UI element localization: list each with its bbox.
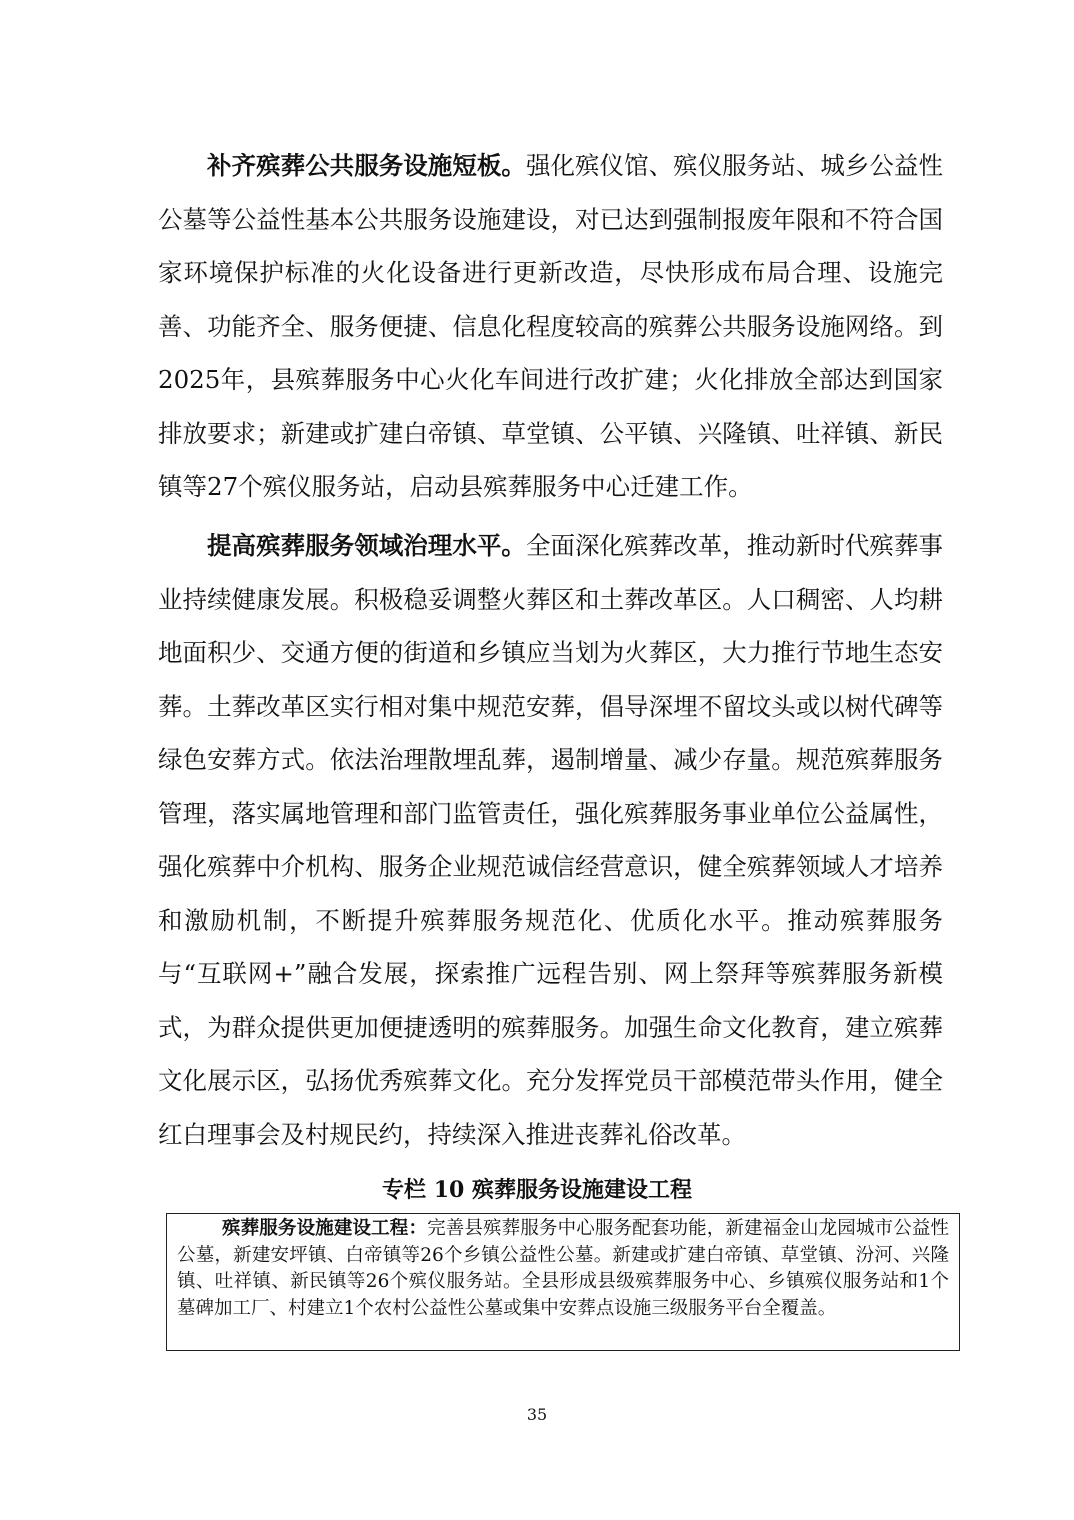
column-box-body: 完善县殡葬服务中心服务配套功能，新建福金山龙园城市公益性公墓，新建安坪镇、白帝镇等26个乡镇公益性公墓。新建或扩建白帝镇、草堂镇、汾河、兴隆镇、吐祥镇、新民镇等26个殡仪服务站。全县形成县级殡葬服务中心、乡镇殡仪服务站和1个墓碑加工厂、村建立1个农村公益性公墓或集中安葬点设施三级服务平台全覆盖。: [177, 1218, 949, 1319]
column-box-lead: 殡葬服务设施建设工程：: [222, 1218, 428, 1239]
column-box-text: [177, 1216, 949, 1322]
paragraph-body: 全面深化殡葬改革，推动新时代殡葬事业持续健康发展。积极稳妥调整火葬区和土葬改革区。人口稠密、人均耕地面积少、交通方便的街道和乡镇应当划为火葬区，大力推行节地生态安葬。土葬改革区实行相对集中规范安葬，倡导深埋不留坟头或以树代碑等绿色安葬方式。依法治理散埋乱葬，遏制增量、减少存量。规范殡葬服务管理，落实属地管理和部门监管责任，强化殡葬服务事业单位公益属性，强化殡葬中介机构、服务企业规范诚信经营意识，健全殡葬领域人才培养和激励机制，不断提升殡葬服务规范化、优质化水平。推动殡葬服务与“互联网+”融合发展，探索推广远程告别、网上祭拜等殡葬服务新模式，为群众提供更加便捷透明的殡葬服务。加强生命文化教育，建立殡葬文化展示区，弘扬优秀殡葬文化。充分发挥党员干部模范带头作用，健全红白理事会及村规民约，持续深入推进丧葬礼俗改革。: [158, 531, 944, 1149]
column-box-title: 专栏 10 殡葬服务设施建设工程: [382, 1177, 692, 1203]
paragraph-body: 强化殡仪馆、殡仪服务站、城乡公益性公墓等公益性基本公共服务设施建设，对已达到强制报废年限和不符合国家环境保护标准的火化设备进行更新改造，尽快形成布局合理、设施完善、功能齐全、服务便捷、信息化程度较高的殡葬公共服务设施网络。到2025年，县殡葬服务中心火化车间进行改扩建；火化排放全部达到国家排放要求；新建或扩建白帝镇、草堂镇、公平镇、兴隆镇、吐祥镇、新民镇等27个殡仪服务站，启动县殡葬服务中心迁建工作。: [158, 151, 944, 501]
paragraph-lead: 提高殡葬服务领域治理水平。: [207, 531, 526, 560]
paragraph-funeral-facilities: [158, 139, 943, 514]
paragraph-lead: 补齐殡葬公共服务设施短板。: [207, 151, 526, 180]
paragraph-funeral-governance: [158, 519, 943, 1161]
column-box: [166, 1213, 960, 1351]
page-number: 35: [526, 1405, 548, 1424]
